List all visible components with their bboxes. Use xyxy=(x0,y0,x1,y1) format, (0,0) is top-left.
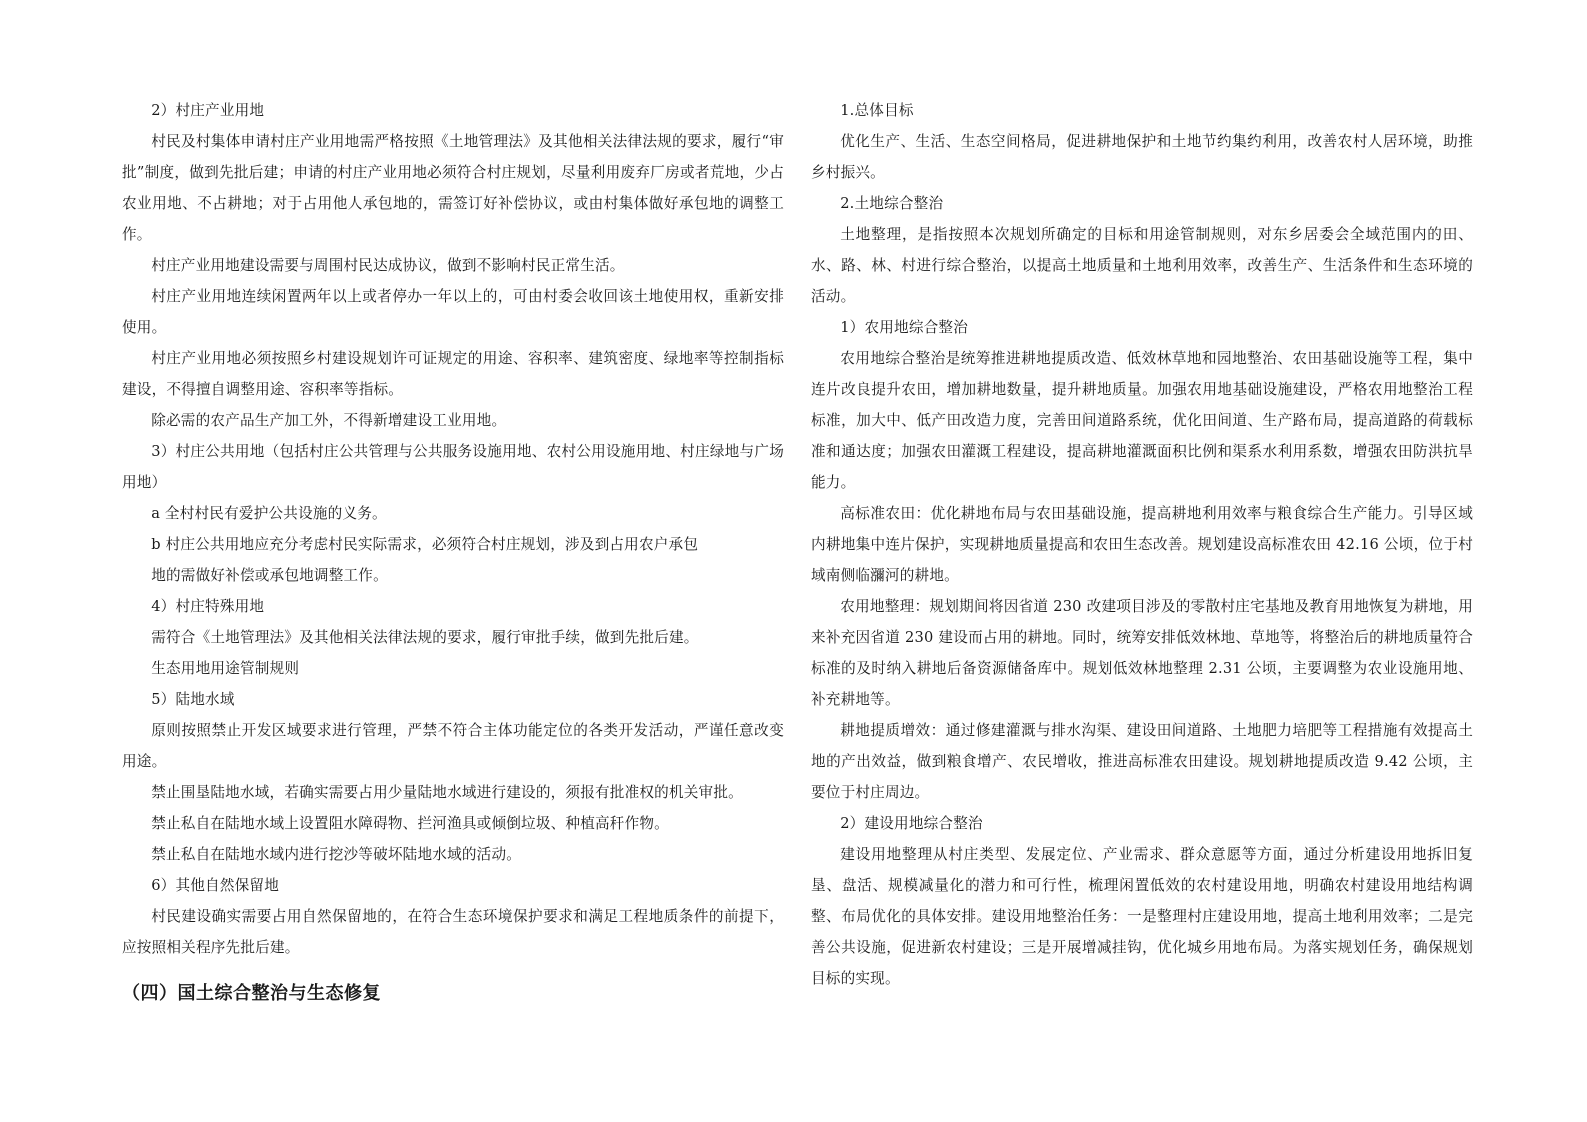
list-item-b-continued: 地的需做好补偿或承包地调整工作。 xyxy=(151,567,388,584)
list-item-a: a 全村村民有爱护公共设施的义务。 xyxy=(151,505,387,522)
paragraph: 村庄产业用地连续闲置两年以上或者停办一年以上的，可由村委会收回该土地使用权，重新安排使用。 xyxy=(122,288,784,336)
section-heading: （四）国土综合整治与生态修复 xyxy=(122,983,381,1004)
paragraph: 建设用地整理从村庄类型、发展定位、产业需求、群众意愿等方面，通过分析建设用地拆旧复垦、盘活、规模减量化的潜力和可行性，梳理闲置低效的农村建设用地，明确农村建设用地结构调整、布局优化的具体安排。建设用地整治任务：一是整理村庄建设用地，提高土地利用效率；二是完善公共设施，促进新农村建设；三是开展增减挂钩，优化城乡用地布局。为落实规划任务，确保规划目标的实现。 xyxy=(811,846,1473,987)
subheading-land-comprehensive-remediation: 2.土地综合整治 xyxy=(840,195,944,212)
paragraph: 禁止私自在陆地水域上设置阻水障碍物、拦河渔具或倾倒垃圾、种植高秆作物。 xyxy=(151,815,669,832)
subheading-land-water: 5）陆地水域 xyxy=(151,691,235,708)
paragraph: 耕地提质增效：通过修建灌溉与排水沟渠、建设田间道路、土地肥力培肥等工程措施有效提高土地的产出效益，做到粮食增产、农民增收，推进高标准农田建设。规划耕地提质改造 9.42 公顷，主要位于村庄周边。 xyxy=(811,722,1473,801)
right-column xyxy=(811,95,1473,994)
paragraph: 原则按照禁止开发区域要求进行管理，严禁不符合主体功能定位的各类开发活动，严谨任意改变用途。 xyxy=(122,722,784,770)
subheading-agricultural-land-remediation: 1）农用地综合整治 xyxy=(840,319,969,336)
subheading-village-public-land: 3）村庄公共用地（包括村庄公共管理与公共服务设施用地、农村公用设施用地、村庄绿地与广场用地） xyxy=(122,443,784,491)
subheading-ecological-land-rules: 生态用地用途管制规则 xyxy=(151,660,300,677)
subheading-village-special-land: 4）村庄特殊用地 xyxy=(151,598,265,615)
paragraph: 禁止围垦陆地水域，若确实需要占用少量陆地水域进行建设的，须报有批准权的机关审批。 xyxy=(151,784,743,801)
paragraph: 村庄产业用地建设需要与周围村民达成协议，做到不影响村民正常生活。 xyxy=(151,257,625,274)
paragraph: 村庄产业用地必须按照乡村建设规划许可证规定的用途、容积率、建筑密度、绿地率等控制指标建设，不得擅自调整用途、容积率等指标。 xyxy=(122,350,784,398)
paragraph: 村民及村集体申请村庄产业用地需严格按照《土地管理法》及其他相关法律法规的要求，履行“审批”制度，做到先批后建；申请的村庄产业用地必须符合村庄规划，尽量利用废弃厂房或者荒地，少占农业用地、不占耕地；对于占用他人承包地的，需签订好补偿协议，或由村集体做好承包地的调整工作。 xyxy=(122,133,784,243)
left-column xyxy=(122,95,784,1009)
subheading-construction-land-remediation: 2）建设用地综合整治 xyxy=(840,815,983,832)
list-item-b: b 村庄公共用地应充分考虑村民实际需求，必须符合村庄规划，涉及到占用农户承包 xyxy=(151,536,699,553)
paragraph: 农用地整理：规划期间将因省道 230 改建项目涉及的零散村庄宅基地及教育用地恢复为耕地，用来补充因省道 230 建设而占用的耕地。同时，统筹安排低效林地、草地等，将整治后的耕地质量符合标准的及时纳入耕地后备资源储备库中。规划低效林地整理 2.31 公顷，主要调整为农业设施用地、补充耕地等。 xyxy=(811,598,1473,708)
paragraph: 高标准农田：优化耕地布局与农田基础设施，提高耕地利用效率与粮食综合生产能力。引导区域内耕地集中连片保护，实现耕地质量提高和农田生态改善。规划建设高标准农田 42.16 公顷，位于村域南侧临瀰河的耕地。 xyxy=(811,505,1473,584)
subheading-village-industrial-land: 2）村庄产业用地 xyxy=(151,102,265,119)
paragraph: 需符合《土地管理法》及其他相关法律法规的要求，履行审批手续，做到先批后建。 xyxy=(151,629,699,646)
subheading-overall-goal: 1.总体目标 xyxy=(840,102,914,119)
paragraph: 优化生产、生活、生态空间格局，促进耕地保护和土地节约集约利用，改善农村人居环境，助推乡村振兴。 xyxy=(811,133,1473,181)
paragraph: 禁止私自在陆地水域内进行挖沙等破坏陆地水域的活动。 xyxy=(151,846,522,863)
paragraph: 村民建设确实需要占用自然保留地的，在符合生态环境保护要求和满足工程地质条件的前提下，应按照相关程序先批后建。 xyxy=(122,908,784,956)
paragraph: 土地整理，是指按照本次规划所确定的目标和用途管制规则，对东乡居委会全域范围内的田、水、路、林、村进行综合整治，以提高土地质量和土地利用效率，改善生产、生活条件和生态环境的活动。 xyxy=(811,226,1473,305)
paragraph: 除必需的农产品生产加工外，不得新增建设工业用地。 xyxy=(151,412,507,429)
paragraph: 农用地综合整治是统筹推进耕地提质改造、低效林草地和园地整治、农田基础设施等工程，集中连片改良提升农田，增加耕地数量，提升耕地质量。加强农用地基础设施建设，严格农用地整治工程标准，加大中、低产田改造力度，完善田间道路系统，优化田间道、生产路布局，提高道路的荷载标准和通达度；加强农田灌溉工程建设，提高耕地灌溉面积比例和渠系水利用系数，增强农田防洪抗旱能力。 xyxy=(811,350,1473,491)
subheading-other-natural-reserve: 6）其他自然保留地 xyxy=(151,877,280,894)
